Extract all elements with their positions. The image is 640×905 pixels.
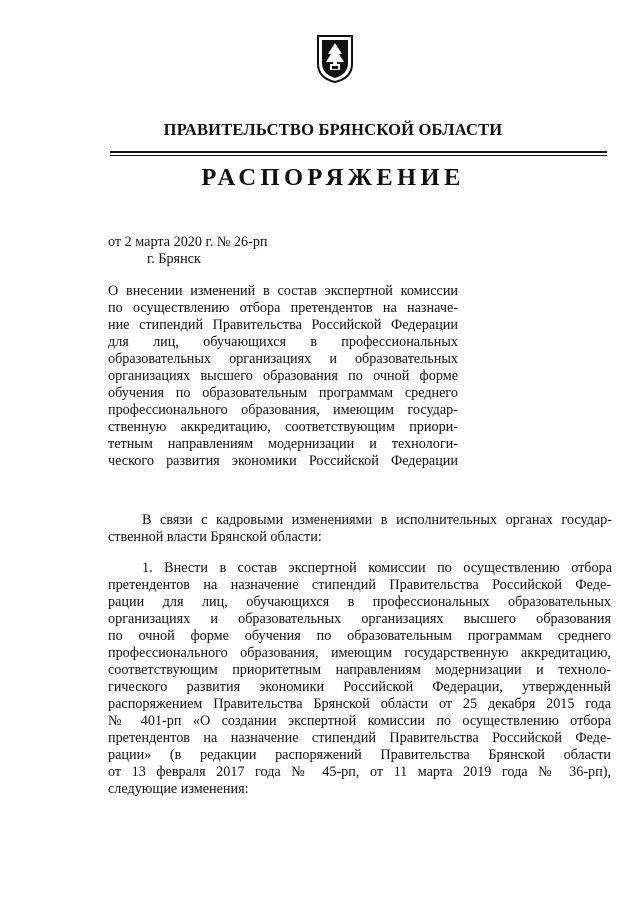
subject-line: ние стипендий Правительства Российской Федерации: [108, 317, 458, 333]
subject-line: О внесении изменений в состав экспертной комиссии: [108, 283, 458, 299]
subject-line: обучения по образовательным программам среднего: [108, 385, 458, 401]
paragraph-line: по очной форме обучения по образовательным программам среднего: [108, 628, 611, 644]
paragraph-line: следующие изменения:: [108, 781, 249, 797]
document-city: г. Брянск: [147, 251, 201, 267]
paragraph-line: № 401-рп «О создании экспертной комиссии по осуществлению отбора: [108, 713, 611, 729]
paragraph-line: ственной власти Брянской области:: [108, 529, 322, 545]
paragraph-line: рации» (в редакции распоряжений Правительства Брянской области: [108, 747, 611, 763]
document-type-title: РАСПОРЯЖЕНИЕ: [201, 164, 465, 191]
coat-of-arms-icon: [316, 34, 354, 84]
subject-line: профессионального образования, имеющим государ-: [108, 402, 458, 418]
paragraph-line: распоряжением Правительства Брянской области от 25 декабря 2015 года: [108, 696, 611, 712]
paragraph-line: рации для лиц, обучающихся в профессиональных образовательных: [108, 594, 611, 610]
subject-line: ческого развития экономики Российской Федерации: [108, 453, 458, 469]
paragraph-line: гического развития экономики Российской Федерации, утвержденный: [108, 679, 611, 695]
paragraph-line: от 13 февраля 2017 года № 45-рп, от 11 марта 2019 года № 36-рп),: [108, 764, 611, 780]
subject-line: для лиц, обучающихся в профессиональных: [108, 334, 458, 350]
header-rule-thin: [110, 155, 607, 156]
subject-line: ственную аккредитацию, соответствующим приори-: [108, 419, 458, 435]
paragraph-line: соответствующим приоритетным направлениям модернизации и техноло-: [108, 662, 611, 678]
paragraph-line: организациях и образовательных организациях высшего образования: [108, 611, 611, 627]
subject-line: по осуществлению отбора претендентов на назначе-: [108, 300, 458, 316]
document-date-number: от 2 марта 2020 г. № 26-рп: [108, 234, 268, 250]
paragraph-line: профессионального образования, имеющим государственную аккредитацию,: [108, 645, 611, 661]
header-rule-thick: [110, 151, 607, 153]
paragraph-line: претендентов на назначение стипендий Правительства Российской Феде-: [108, 577, 611, 593]
subject-line: тетным направлениям модернизации и технологи-: [108, 436, 458, 452]
subject-line: организациях высшего образования по очной форме: [108, 368, 458, 384]
subject-line: образовательных организациях и образовательных: [108, 351, 458, 367]
paragraph-line: 1. Внести в состав экспертной комиссии по осуществлению отбора: [142, 560, 612, 576]
organization-name: ПРАВИТЕЛЬСТВО БРЯНСКОЙ ОБЛАСТИ: [163, 120, 503, 139]
paragraph-line: В связи с кадровыми изменениями в исполнительных органах государ-: [142, 512, 612, 528]
paragraph-line: претендентов на назначение стипендий Правительства Российской Феде-: [108, 730, 611, 746]
